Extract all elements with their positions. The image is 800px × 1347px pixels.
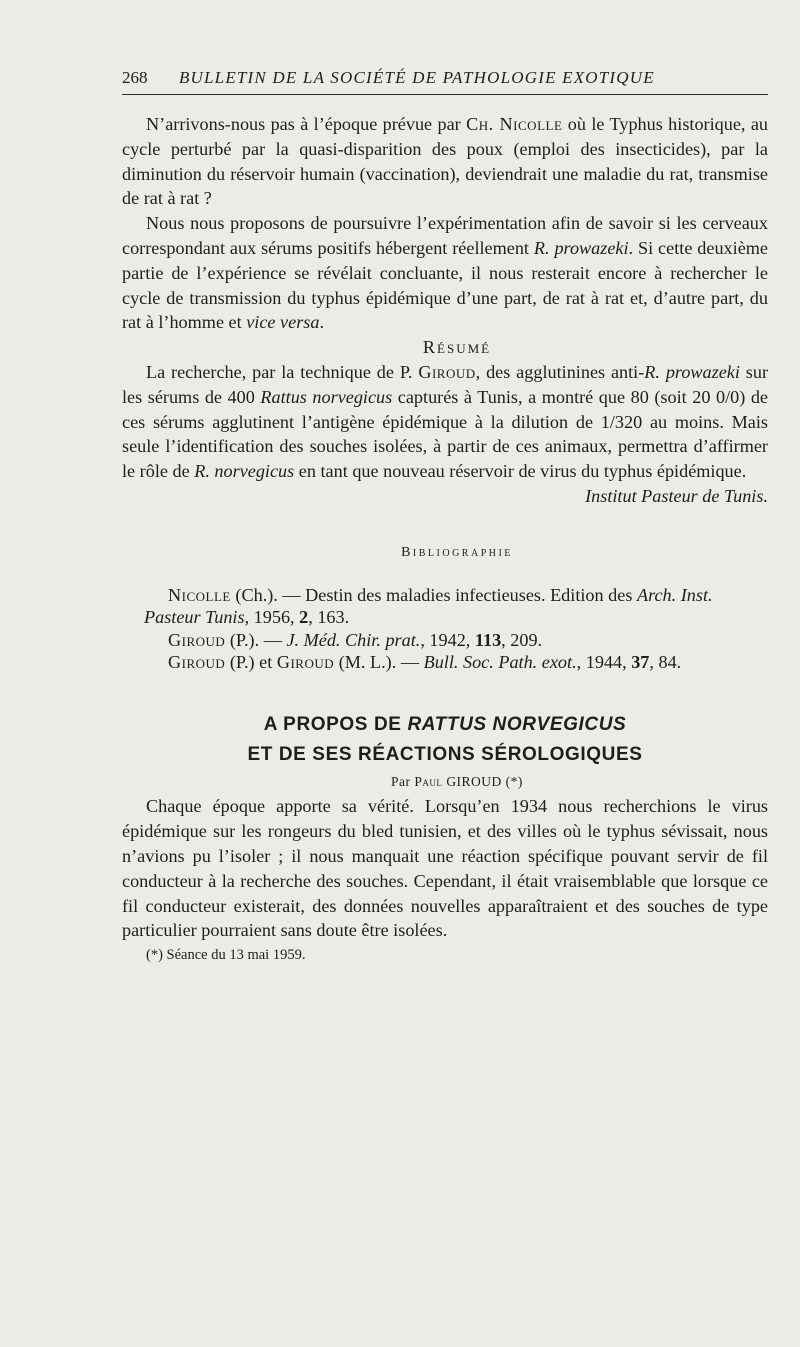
text-run: , 1956, [244, 607, 300, 628]
text-run: où le Typhus historique, au cycle perturbé par la quasi-disparition des poux (emploi des insecticides), par la diminution du réservoir humain (vaccination), deviendrait une maladie du rat, transmise de rat à rat ? [122, 114, 769, 209]
byline [122, 770, 768, 795]
bibliography-heading: Bibliographie [401, 544, 513, 560]
author-name: Giroud [168, 652, 226, 673]
latin-phrase: vice versa [246, 312, 320, 333]
institution-signature: Institut Pasteur de Tunis. [585, 485, 768, 506]
text-run: , des agglutinines anti- [475, 361, 645, 382]
author-name: Giroud [418, 361, 476, 382]
text-run: capturés à Tunis, a montré que 80 (soit 20 0/0) de ces sérums agglutinent l’antigène épidémique à la dilution de 1/320 au moins. Mais seule l’identification des souches isolées, à partir de ces animaux, permettra d’affirmer le rôle de [122, 386, 768, 482]
volume: 2 [299, 607, 309, 628]
title-run: A PROPOS DE [263, 713, 408, 735]
text-run: . [319, 312, 324, 333]
journal-ref: Bull. Soc. Path. exot. [423, 652, 577, 673]
title-run: ET DE SES RÉACTIONS SÉROLOGIQUES [247, 743, 643, 765]
journal-ref: Arch. Inst. Pasteur Tunis [144, 584, 713, 628]
intro-paragraph-2 [122, 211, 768, 335]
author-name: Ch. Nicolle [466, 114, 563, 134]
text-run: (P.) et [225, 652, 277, 673]
author-name: Giroud [276, 652, 335, 673]
footnote: (*) Séance du 13 mai 1959. [146, 947, 306, 964]
resume-paragraph [122, 360, 768, 484]
author-last-name: GIROUD (*) [442, 773, 523, 789]
species-name: Rattus norvegicus [260, 386, 393, 407]
text-run: , 209. [501, 629, 543, 650]
text-run: (Ch.). — Destin des maladies infectieuses. Edition des [230, 584, 637, 605]
article-paragraph: Chaque époque apporte sa vérité. Lorsqu’en 1934 nous recherchions le virus épidémique sur les rongeurs du bled tunisien, et des villes où le typhus sévissait, nous n’avions pu l’isoler ; il nous manquait une réaction spécifique pouvant servir de fil conducteur à la recherche des souches. Cependant, il était vraisemblable que lorsque ce fil conducteur existerait, des données nouvelles apparaîtraient et des souches de type particulier pourraient sans doute être isolées. [122, 796, 768, 941]
species-name: R. prowazeki [644, 361, 740, 382]
text-run: Par [391, 773, 415, 789]
bibliography-entry [122, 629, 768, 652]
species-name: R. norvegicus [194, 461, 295, 482]
article-title [122, 710, 768, 770]
species-name: R. prowazeki [533, 237, 629, 258]
text-run: en tant que nouveau réservoir de virus du typhus épidémique. [294, 461, 747, 482]
journal-title: BULLETIN DE LA SOCIÉTÉ DE PATHOLOGIE EXOTIQUE [178, 68, 655, 87]
text-run: , 1944, [576, 652, 632, 673]
journal-ref: J. Méd. Chir. prat. [286, 629, 421, 650]
text-run: Nous nous proposons de poursuivre l’expérimentation afin de savoir si les cerveaux correspondant aux sérums positifs hébergent réellement [122, 213, 768, 258]
text-run: . Si cette deuxième partie de l’expérience se révélait concluante, il nous resterait encore à rechercher le cycle de transmission du typhus épidémique d’une part, de rat à rat et, d’autre part, du rat à l’homme et [122, 237, 768, 333]
text-run: sur les sérums de 400 [122, 361, 769, 407]
page-number: 268 [122, 68, 148, 87]
bibliography-entry [122, 584, 768, 629]
text-run: N’arrivons-nous pas à l’époque prévue par [146, 114, 467, 134]
author-name: Nicolle [168, 584, 231, 605]
author-name: Giroud [168, 629, 226, 650]
resume-heading: Résumé [422, 337, 492, 358]
volume: 37 [631, 652, 650, 673]
text-run: , 84. [649, 652, 682, 673]
running-header [122, 68, 768, 95]
volume: 113 [474, 629, 502, 650]
text-run: , 1942, [420, 629, 475, 650]
text-run: (P.). — [225, 629, 287, 650]
article-body [122, 112, 768, 968]
author-first-name: Paul [414, 773, 443, 789]
text-run: La recherche, par la technique de P. [146, 361, 419, 382]
title-species: RATTUS NORVEGICUS [407, 713, 627, 735]
bibliography-entry [122, 651, 768, 674]
intro-paragraph-1 [122, 112, 768, 211]
text-run: (M. L.). — [334, 652, 424, 673]
text-run: , 163. [308, 607, 350, 628]
